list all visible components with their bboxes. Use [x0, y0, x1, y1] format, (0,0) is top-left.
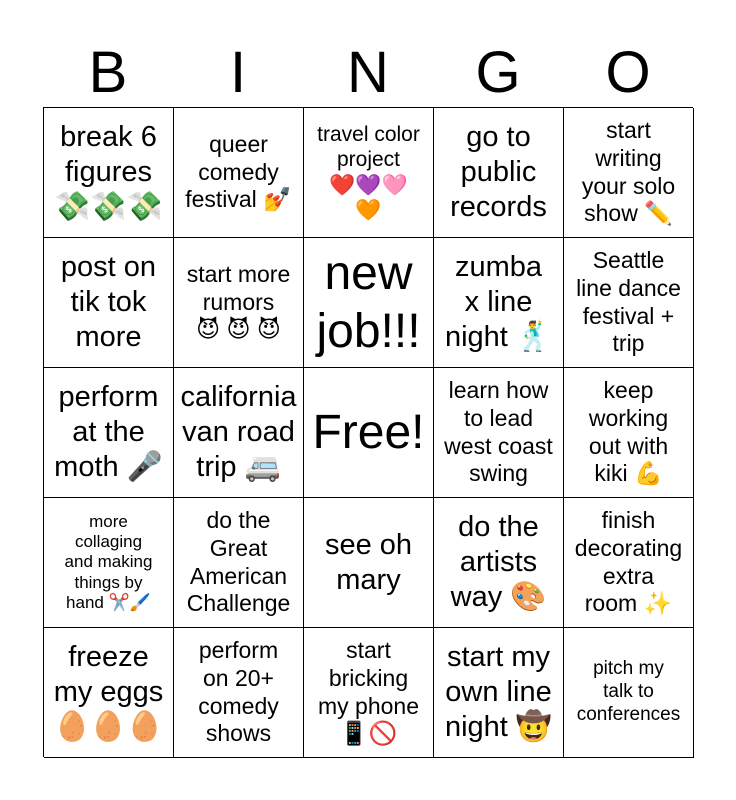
- bingo-cell-text: Free!: [312, 405, 425, 459]
- bingo-cell-text: go to public records: [450, 121, 547, 223]
- bingo-cell-text: Seattle line dance festival + trip: [576, 247, 681, 357]
- bingo-cell-text: finish decorating extra room ✨: [574, 507, 683, 617]
- bingo-header: [43, 40, 693, 106]
- bingo-cell-text: post on tik tok more: [60, 251, 157, 353]
- bingo-cell[interactable]: [564, 498, 694, 628]
- bingo-cell-text: perform on 20+ comedy shows: [198, 637, 279, 747]
- bingo-cell-text: start writing your solo show ✏️: [581, 117, 676, 227]
- header-letter-g: G: [475, 40, 521, 105]
- bingo-cell-text: travel color project ❤️💜🩷 🧡: [317, 123, 420, 222]
- bingo-cell[interactable]: [434, 628, 564, 758]
- bingo-cell[interactable]: [434, 368, 564, 498]
- header-letter-i: I: [229, 40, 247, 105]
- bingo-cell-text: freeze my eggs 🥚🥚🥚: [53, 641, 164, 743]
- bingo-cell[interactable]: [564, 108, 694, 238]
- bingo-cell-text: more collaging and making things by hand ✂️🖌️: [64, 511, 153, 613]
- bingo-cell[interactable]: [174, 108, 304, 238]
- bingo-cell[interactable]: [304, 498, 434, 628]
- bingo-cell[interactable]: [44, 628, 174, 758]
- bingo-cell-text: learn how to lead west coast swing: [444, 377, 553, 487]
- bingo-cell[interactable]: [434, 108, 564, 238]
- bingo-cell-text: see oh mary: [324, 528, 413, 596]
- bingo-cell[interactable]: [44, 368, 174, 498]
- bingo-cell[interactable]: [174, 628, 304, 758]
- bingo-cell-text: california van road trip 🚐: [180, 381, 297, 483]
- bingo-cell[interactable]: [304, 628, 434, 758]
- header-letter-o: O: [605, 40, 651, 105]
- bingo-cell[interactable]: [174, 238, 304, 368]
- bingo-cell[interactable]: [44, 498, 174, 628]
- bingo-cell-text: do the Great American Challenge: [186, 507, 291, 617]
- bingo-cell-text: new job!!!: [316, 246, 421, 358]
- bingo-cell[interactable]: [564, 368, 694, 498]
- bingo-cell-text: start more rumors 😈 😈 😈: [186, 261, 291, 343]
- bingo-cell-text: start my own line night 🤠: [444, 641, 553, 743]
- bingo-cell-text: queer comedy festival 💅: [185, 131, 292, 213]
- bingo-cell-text: pitch my talk to conferences: [576, 658, 681, 725]
- bingo-cell-text: keep working out with kiki 💪: [588, 377, 669, 487]
- bingo-cell[interactable]: [44, 238, 174, 368]
- bingo-cell[interactable]: [44, 108, 174, 238]
- bingo-cell[interactable]: [304, 108, 434, 238]
- header-letter-b: B: [88, 40, 128, 105]
- bingo-cell-text: perform at the moth 🎤: [54, 381, 163, 483]
- bingo-cell[interactable]: [174, 498, 304, 628]
- header-letter-n: N: [347, 40, 389, 105]
- bingo-cell[interactable]: [564, 238, 694, 368]
- bingo-cell[interactable]: [434, 498, 564, 628]
- bingo-cell-text: start bricking my phone 📱🚫: [317, 637, 419, 747]
- bingo-cell[interactable]: [434, 238, 564, 368]
- bingo-cell[interactable]: [564, 628, 694, 758]
- bingo-cell-text: do the artists way 🎨: [450, 511, 547, 613]
- bingo-cell-text: zumba x line night 🕺: [444, 251, 553, 353]
- bingo-cell-text: break 6 figures 💸💸💸: [54, 121, 163, 223]
- bingo-cell[interactable]: [304, 368, 434, 498]
- bingo-cell[interactable]: [304, 238, 434, 368]
- bingo-board: [43, 107, 693, 757]
- bingo-cell[interactable]: [174, 368, 304, 498]
